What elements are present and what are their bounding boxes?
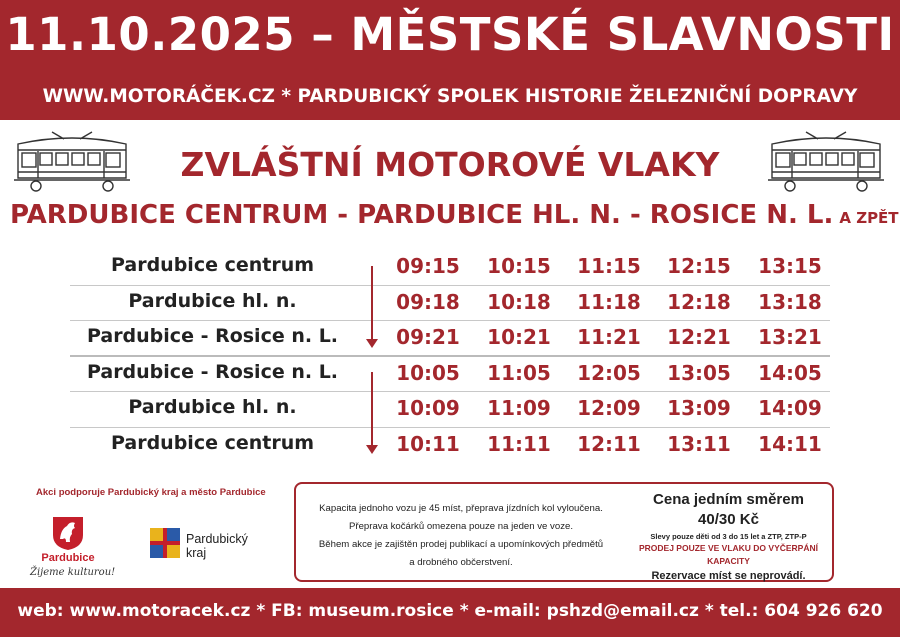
timetable-row [70,286,830,322]
price-heading: Cena jedním směrem [653,491,804,508]
departure-time: 14:11 [758,431,822,456]
departure-time: 12:18 [667,289,731,314]
info-line: a drobného občerstvení. [409,557,513,568]
price-panel [626,490,831,584]
info-line: Kapacita jednoho vozu je 45 míst, přeprava jízdních kol vyloučena. [319,503,603,514]
departure-time: 12:11 [577,431,641,456]
departure-time: 13:18 [758,289,822,314]
timetable-row [70,428,830,464]
departure-time: 12:15 [667,254,731,278]
departure-time: 11:09 [487,396,551,420]
region-cross-icon [150,528,180,558]
departure-time: 09:15 [396,254,460,278]
departure-time: 11:05 [487,360,551,385]
timetable [70,250,830,463]
departure-time: 12:21 [667,325,731,349]
departure-time: 11:18 [577,289,641,314]
departure-time: 11:21 [577,325,641,349]
direction-arrow-down-icon [366,266,378,348]
departure-time: 10:18 [487,289,551,314]
timetable-row [70,357,830,393]
price-value: 40/30 Kč [698,511,759,528]
departure-time: 13:21 [758,325,822,349]
city-slogan: Žijeme kulturou! [30,567,116,578]
event-subtitle: WWW.MOTORÁČEK.CZ * PARDUBICKÝ SPOLEK HISTORIE ŽELEZNIČNÍ DOPRAVY [42,86,858,107]
route-text: PARDUBICE CENTRUM - PARDUBICE HL. N. - ROSICE N. L. [10,200,834,230]
support-note: Akci podporuje Pardubický kraj a město Pardubice [36,487,266,498]
departure-time: 12:05 [577,360,641,385]
pardubice-region-logo [150,528,270,568]
timetable-row [70,250,830,286]
info-line: Přeprava kočárků omezena pouze na jeden ve voze. [349,521,573,532]
sale-note: PRODEJ POUZE VE VLAKU DO VYČERPÁNÍ KAPACITY [638,543,818,566]
station-name: Pardubice centrum [110,254,315,276]
departure-time: 10:05 [396,360,460,385]
departure-time: 13:05 [667,360,731,385]
departure-time: 13:15 [758,254,822,278]
station-name: Pardubice centrum [110,431,315,454]
timetable-row [70,321,830,357]
station-name: Pardubice hl. n. [128,289,297,312]
departure-time: 13:09 [667,396,731,420]
event-title: 11.10.2025 – MĚSTSKÉ SLAVNOSTI [5,8,895,61]
timetable-row [70,392,830,428]
discount-note: Slevy pouze děti od 3 do 15 let a ZTP, ZTP-P [650,532,807,541]
station-name: Pardubice - Rosice n. L. [86,360,339,383]
departure-time: 11:11 [487,431,551,456]
departure-time: 10:09 [396,396,460,420]
horse-shield-icon [51,515,85,551]
departure-time: 13:11 [667,431,731,456]
departure-time: 10:15 [487,254,551,278]
departure-time: 10:21 [487,325,551,349]
info-line: Během akce je zajištěn prodej publikací a upomínkových předmětů [318,539,604,550]
info-box [294,482,834,582]
city-name: Pardubice [41,552,95,564]
departure-time: 11:15 [577,254,641,278]
departure-time: 10:11 [396,431,460,456]
departure-time: 12:09 [577,396,641,420]
info-notes [296,500,626,572]
region-name [186,532,248,560]
departure-time: 14:09 [758,396,822,420]
station-name: Pardubice - Rosice n. L. [86,325,339,347]
route-return-label: A ZPĚT [839,209,899,227]
region-name-line1: Pardubický [186,532,248,546]
departure-time: 09:18 [396,289,460,314]
contact-line: web: www.motoracek.cz * FB: museum.rosice * e-mail: pshzd@email.cz * tel.: 604 926 620 [17,601,883,621]
station-name: Pardubice hl. n. [128,396,297,418]
pardubice-city-logo [28,515,118,585]
departure-time: 09:21 [396,325,460,349]
poster-heading: ZVLÁŠTNÍ MOTOROVÉ VLAKY [180,145,720,184]
departure-time: 14:05 [758,360,822,385]
region-name-line2: kraj [186,546,207,560]
route-line [10,200,899,230]
footer-banner [0,588,900,637]
header-banner [0,0,900,120]
reservation-note: Rezervace míst se neprovádí. [651,570,806,582]
direction-arrow-down-icon [366,372,378,454]
